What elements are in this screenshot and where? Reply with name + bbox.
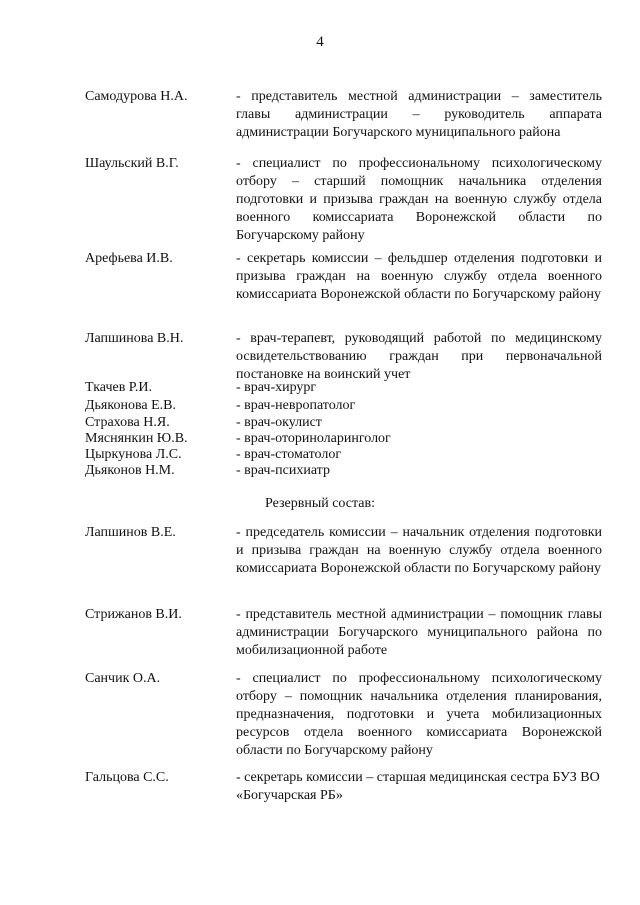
reserve-member-entry xyxy=(85,769,602,805)
member-role: - специалист по профессиональному психологическому отбору – старший помощник начальника отделения подготовки и призыва граждан на военную службу отдела военного комиссариата Воронежской области по Богучарскому району xyxy=(236,156,602,243)
page-number: 4 xyxy=(316,34,324,50)
member-role: - представитель местной администрации – заместитель главы администрации – руководитель аппарата администрации Богучарского муниципального района xyxy=(236,89,602,140)
member-role: - врач-терапевт, руководящий работой по медицинскому освидетельствованию граждан при первоначальной постановке на воинский учет xyxy=(236,331,602,382)
member-entry xyxy=(85,379,602,397)
member-role: - секретарь комиссии – старшая медицинская сестра БУЗ ВО «Богучарская РБ» xyxy=(236,770,600,803)
member-name: Страхова Н.Я. xyxy=(85,415,170,430)
reserve-heading: Резервный состав: xyxy=(264,496,375,511)
member-entry xyxy=(85,250,602,304)
member-entry xyxy=(85,330,602,384)
member-name: Дьяконова Е.В. xyxy=(85,398,176,413)
member-name: Гальцова С.С. xyxy=(85,770,169,785)
member-role: - секретарь комиссии – фельдшер отделения подготовки и призыва граждан на военную службу отдела военного комиссариата Воронежской области по Богучарскому району xyxy=(236,251,602,302)
member-name: Мяснянкин Ю.В. xyxy=(85,431,188,446)
member-name: Шаульский В.Г. xyxy=(85,156,179,171)
member-name: Ткачев Р.И. xyxy=(85,380,152,395)
member-role: - врач-оториноларинголог xyxy=(236,431,391,446)
member-name: Стрижанов В.И. xyxy=(85,607,182,622)
member-role: - врач-невропатолог xyxy=(236,398,356,413)
member-name: Лапшинов В.Е. xyxy=(85,525,176,540)
member-name: Арефьева И.В. xyxy=(85,251,173,266)
member-role: - врач-стоматолог xyxy=(236,447,342,462)
reserve-member-entry xyxy=(85,524,602,578)
member-name: Самодурова Н.А. xyxy=(85,89,188,104)
member-role: - врач-психиатр xyxy=(236,463,330,478)
reserve-member-entry xyxy=(85,606,602,660)
member-entry xyxy=(85,88,602,142)
member-role: - врач-окулист xyxy=(236,415,322,430)
member-entry xyxy=(85,155,602,245)
member-name: Санчик О.А. xyxy=(85,671,161,686)
member-role: - врач-хирург xyxy=(236,380,317,395)
member-role: - председатель комиссии – начальник отделения подготовки и призыва граждан на военную службу отдела военного комиссариата Воронежской области по Богучарскому району xyxy=(236,525,602,576)
member-role: - представитель местной администрации – помощник главы администрации Богучарского муниципального района по мобилизационной работе xyxy=(236,607,602,658)
member-name: Дьяконов Н.М. xyxy=(85,463,175,478)
member-name: Цыркунова Л.С. xyxy=(85,447,182,462)
member-entry xyxy=(85,397,602,415)
member-role: - специалист по профессиональному психологическому отбору – помощник начальника отделения планирования, предназначения, подготовки и учета мобилизационных ресурсов отдела военного комиссариата Воронежской области по Богучарскому району xyxy=(236,671,602,758)
member-entry xyxy=(85,462,602,480)
reserve-member-entry xyxy=(85,670,602,760)
member-name: Лапшинова В.Н. xyxy=(85,331,184,346)
